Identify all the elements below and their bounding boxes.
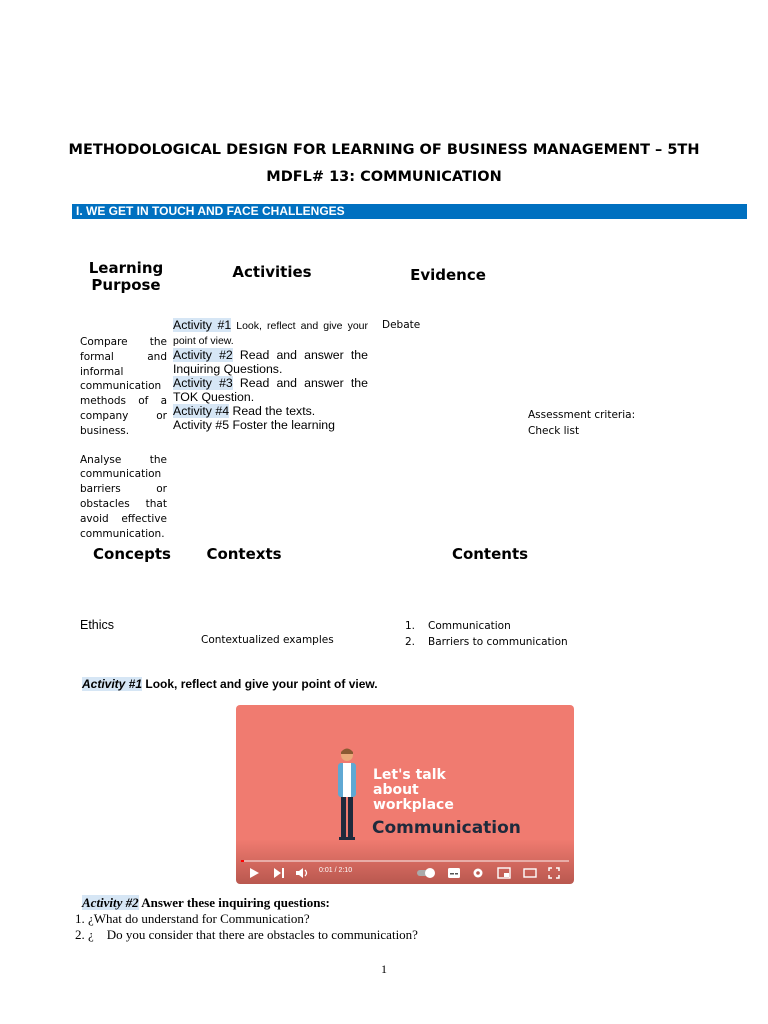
learning-purpose-heading bbox=[84, 260, 168, 294]
activities-heading: Activities bbox=[232, 263, 312, 281]
person-illustration-icon bbox=[332, 745, 362, 845]
learning-purpose-heading-line1: Learning bbox=[88, 259, 164, 277]
activity-label: Activity #2 bbox=[173, 348, 233, 362]
list-text: Communication bbox=[428, 620, 511, 632]
activity-label: Activity #3 bbox=[173, 376, 233, 390]
list-number: 2. bbox=[405, 635, 416, 648]
theater-mode-icon[interactable] bbox=[523, 867, 537, 879]
context-value: Contextualized examples bbox=[201, 634, 334, 646]
purpose-paragraph-1: Compare the formal and informal communication methods of a company or business. bbox=[80, 336, 167, 437]
activity1-heading bbox=[82, 677, 378, 691]
activity2-heading bbox=[82, 895, 330, 911]
miniplayer-icon[interactable] bbox=[497, 867, 511, 879]
video-caption bbox=[373, 768, 454, 813]
activity-item bbox=[173, 376, 368, 404]
video-player[interactable] bbox=[236, 705, 574, 884]
concept-value: Ethics bbox=[80, 618, 115, 632]
subtitles-icon[interactable] bbox=[447, 867, 461, 879]
list-text: Barriers to communication bbox=[428, 635, 568, 648]
fullscreen-icon[interactable] bbox=[548, 867, 560, 879]
contexts-heading: Contexts bbox=[206, 545, 282, 563]
activity-text: Read the texts. bbox=[229, 404, 316, 418]
evidence-item: Debate bbox=[382, 319, 421, 331]
activity-text: Look, reflect and give your point of view. bbox=[173, 320, 368, 347]
section-heading: I. WE GET IN TOUCH AND FACE CHALLENGES bbox=[72, 204, 747, 219]
video-caption-line1: Let's talk bbox=[373, 767, 446, 783]
volume-icon[interactable] bbox=[295, 867, 309, 879]
assessment-criteria-label: Assessment criteria: bbox=[528, 409, 636, 421]
learning-purpose-text bbox=[80, 335, 167, 541]
activity-item bbox=[173, 348, 368, 376]
activity-label: Activity #5 Foster the learning bbox=[173, 418, 335, 432]
activity1-text: Look, reflect and give your point of view. bbox=[142, 677, 378, 691]
activity-item bbox=[173, 404, 368, 418]
activity-item bbox=[173, 318, 368, 348]
page-number: 1 bbox=[381, 962, 387, 976]
activity2-label: Activity #2 bbox=[82, 895, 139, 910]
evidence-heading: Evidence bbox=[410, 266, 486, 284]
activity1-label: Activity #1 bbox=[82, 677, 143, 691]
contents-heading: Contents bbox=[451, 545, 529, 563]
next-icon[interactable] bbox=[273, 867, 285, 879]
purpose-paragraph-2: Analyse the communication barriers or obstacles that avoid effective communication. bbox=[80, 453, 167, 540]
activity-text: Read and answer the Inquiring Questions. bbox=[173, 348, 368, 376]
video-caption-line3: workplace bbox=[373, 797, 454, 813]
play-icon[interactable] bbox=[248, 867, 260, 879]
assessment-criteria bbox=[528, 408, 635, 439]
learning-purpose-heading-line2: Purpose bbox=[91, 276, 161, 294]
document-subtitle: MDFL# 13: COMMUNICATION bbox=[266, 169, 502, 185]
activity-label: Activity #1 bbox=[173, 318, 232, 332]
settings-gear-icon[interactable] bbox=[472, 867, 484, 879]
concepts-heading: Concepts bbox=[93, 545, 171, 563]
question-2: 2. ¿ Do you consider that there are obstacles to communication? bbox=[75, 927, 418, 942]
video-progress-track[interactable] bbox=[241, 860, 569, 862]
list-item bbox=[405, 619, 568, 635]
activities-list bbox=[173, 318, 368, 432]
autoplay-toggle-icon[interactable] bbox=[416, 867, 436, 879]
assessment-criteria-value: Check list bbox=[528, 424, 580, 437]
list-item bbox=[405, 635, 568, 651]
activity2-text: Answer these inquiring questions: bbox=[138, 895, 330, 910]
list-number: 1. bbox=[405, 620, 416, 632]
contents-list bbox=[405, 619, 568, 650]
video-time: 0:01 / 2:10 bbox=[319, 867, 353, 874]
question-1: 1. ¿What do understand for Communication? bbox=[75, 911, 310, 926]
video-progress-fill bbox=[241, 860, 244, 862]
document-title: METHODOLOGICAL DESIGN FOR LEARNING OF BUSINESS MANAGEMENT – 5TH bbox=[68, 142, 700, 158]
activity-label: Activity #4 bbox=[173, 404, 230, 418]
video-title: Communication bbox=[372, 818, 521, 838]
video-caption-line2: about bbox=[373, 782, 419, 798]
activity-text: Read and answer the TOK Question. bbox=[173, 376, 368, 404]
activity-item bbox=[173, 418, 368, 432]
